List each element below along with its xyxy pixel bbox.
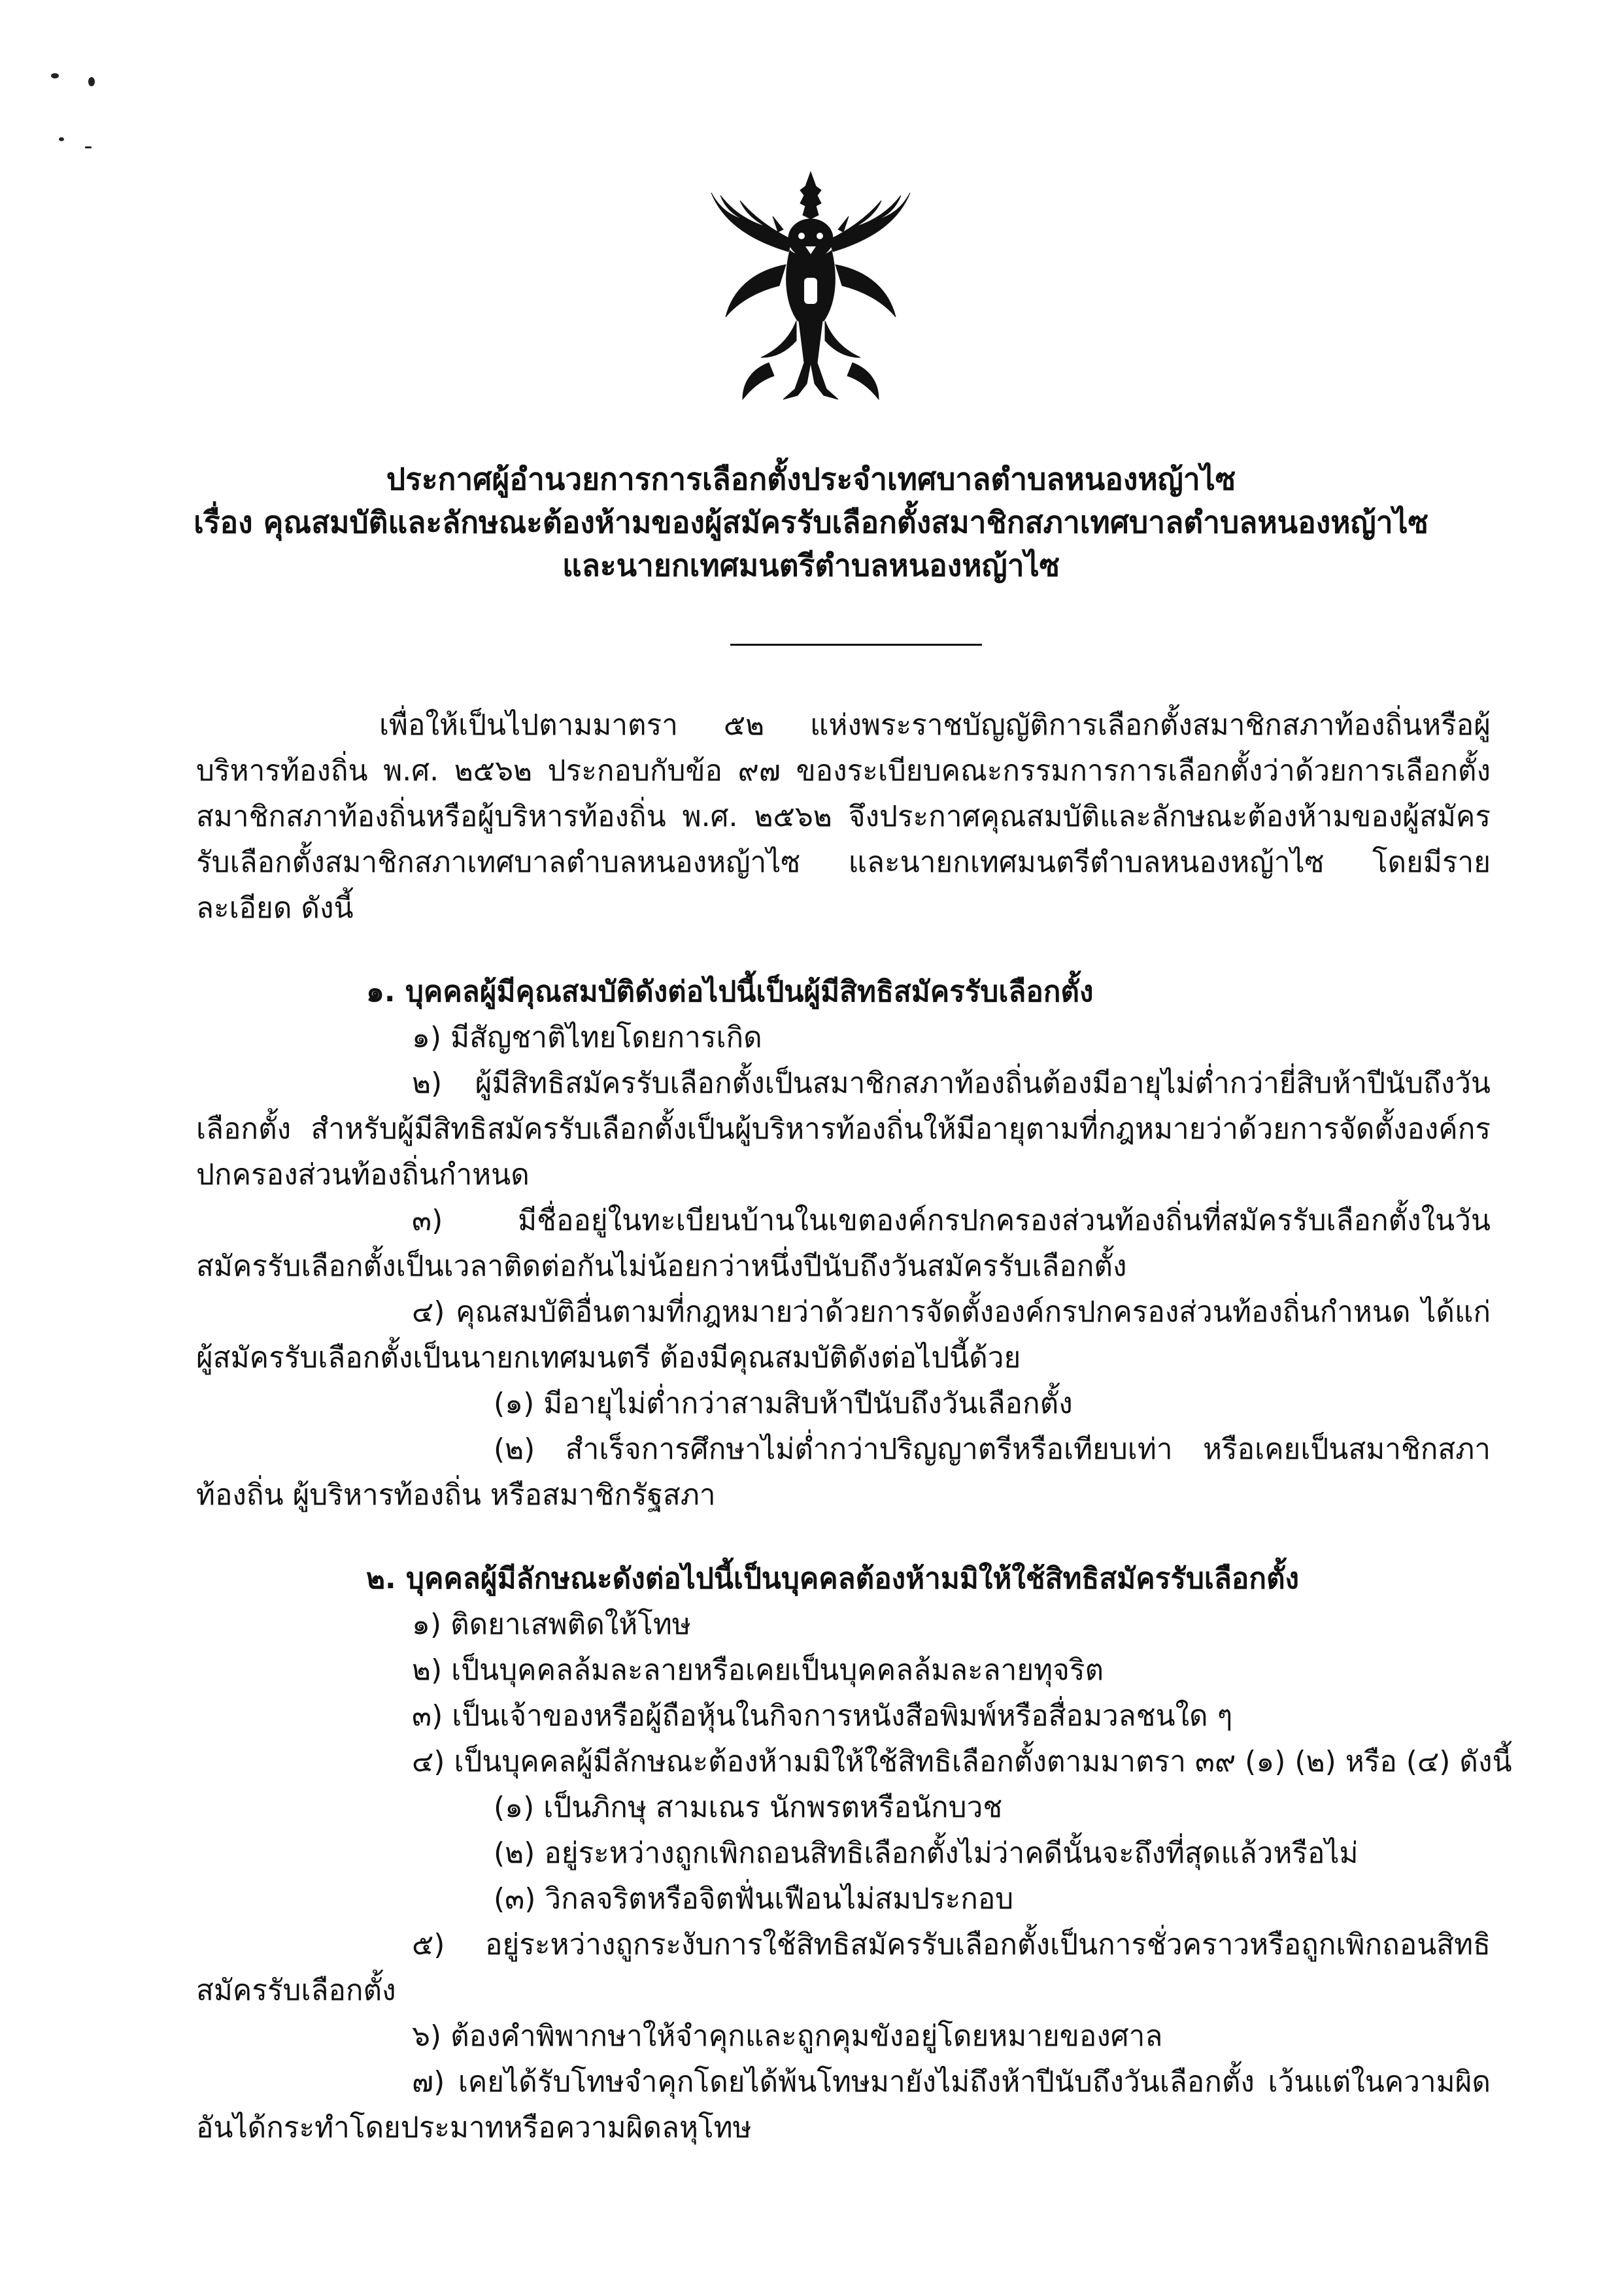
section-1-item: ๒) ผู้มีสิทธิสมัครรับเลือกตั้งเป็นสมาชิกสภาท้องถิ่นต้องมีอายุไม่ต่ำกว่ายี่สิบห้าปีนับถึงวันเลือกตั้ง สำหรับผู้มีสิทธิสมัครรับเลือกตั้งเป็นผู้บริหารท้องถิ่นให้มีอายุตามที่กฎหมายว่าด้วยการจัดตั้งองค์กรปกครองส่วนท้องถิ่นกำหนด bbox=[196, 1067, 1491, 1191]
section-2-subitem: (๑) เป็นภิกษุ สามเณร นักพรตหรือนักบวช bbox=[494, 1791, 1003, 1824]
document-body bbox=[196, 703, 1512, 2151]
section-1-subitem: (๒) สำเร็จการศึกษาไม่ต่ำกว่าปริญญาตรีหรือเทียบเท่า หรือเคยเป็นสมาชิกสภาท้องถิ่น ผู้บริหารท้องถิ่น หรือสมาชิกรัฐสภา bbox=[196, 1433, 1491, 1512]
section-1-item: ๔) คุณสมบัติอื่นตามที่กฎหมายว่าด้วยการจัดตั้งองค์กรปกครองส่วนท้องถิ่นกำหนด ได้แก่ ผู้สมัครรับเลือกตั้งเป็นนายกเทศมนตรี ต้องมีคุณสมบัติดังต่อไปนี้ด้วย bbox=[196, 1295, 1491, 1374]
scan-speck bbox=[88, 77, 95, 86]
section-2-subitem: (๓) วิกลจริตหรือจิตฟั่นเฟือนไม่สมประกอบ bbox=[494, 1882, 1014, 1916]
section-2-item: ๑) ติดยาเสพติดให้โทษ bbox=[412, 1608, 691, 1641]
section-1-heading: ๑. บุคคลผู้มีคุณสมบัติดังต่อไปนี้เป็นผู้มีสิทธิสมัครรับเลือกตั้ง bbox=[366, 975, 1094, 1008]
section-2-item: ๖) ต้องคำพิพากษาให้จำคุกและถูกคุมขังอยู่โดยหมายของศาล bbox=[412, 2020, 1163, 2053]
title-line-1: ประกาศผู้อำนวยการการเลือกตั้งประจำเทศบาลตำบลหนองหญ้าไซ bbox=[386, 461, 1236, 497]
title-line-2: เรื่อง คุณสมบัติและลักษณะต้องห้ามของผู้สมัครรับเลือกตั้งสมาชิกสภาเทศบาลตำบลหนองหญ้าไซ bbox=[194, 505, 1428, 540]
spacer bbox=[196, 1518, 1491, 1542]
section-2-item: ๗) เคยได้รับโทษจำคุกโดยได้พ้นโทษมายังไม่ถึงห้าปีนับถึงวันเลือกตั้ง เว้นแต่ในความผิดอันได้กระทำโดยประมาทหรือความผิดลหุโทษ bbox=[196, 2065, 1491, 2144]
spacer bbox=[196, 931, 1491, 955]
section-1-item: ๓) มีชื่ออยู่ในทะเบียนบ้านในเขตองค์กรปกครองส่วนท้องถิ่นที่สมัครรับเลือกตั้งในวันสมัครรับเลือกตั้งเป็นเวลาติดต่อกันไม่น้อยกว่าหนึ่งปีนับถึงวันสมัครรับเลือกตั้ง bbox=[196, 1204, 1491, 1283]
scan-speck bbox=[85, 146, 92, 148]
scan-speck bbox=[51, 73, 59, 78]
scan-speck bbox=[59, 137, 64, 141]
section-2-heading: ๒. บุคคลผู้มีลักษณะดังต่อไปนี้เป็นบุคคลต้องห้ามมิให้ใช้สิทธิสมัครรับเลือกตั้ง bbox=[366, 1562, 1300, 1595]
title-underline bbox=[730, 644, 982, 646]
section-2-item: ๕) อยู่ระหว่างถูกระงับการใช้สิทธิสมัครรับเลือกตั้งเป็นการชั่วคราวหรือถูกเพิกถอนสิทธิสมัครรับเลือกตั้ง bbox=[196, 1928, 1491, 2007]
section-2-item: ๓) เป็นเจ้าของหรือผู้ถือหุ้นในกิจการหนังสือพิมพ์หรือสื่อมวลชนใด ๆ bbox=[412, 1699, 1233, 1733]
title-line-3: และนายกเทศมนตรีตำบลหนองหญ้าไซ bbox=[562, 548, 1060, 583]
section-2-subitem: (๒) อยู่ระหว่างถูกเพิกถอนสิทธิเลือกตั้งไม่ว่าคดีนั้นจะถึงที่สุดแล้วหรือไม่ bbox=[494, 1837, 1359, 1870]
section-1-item: ๑) มีสัญชาติไทยโดยการเกิด bbox=[412, 1021, 762, 1054]
section-2-item: ๒) เป็นบุคคลล้มละลายหรือเคยเป็นบุคคลล้มละลายทุจริต bbox=[412, 1654, 1104, 1687]
section-2-item: ๔) เป็นบุคคลผู้มีลักษณะต้องห้ามมิให้ใช้สิทธิเลือกตั้งตามมาตรา ๓๙ (๑) (๒) หรือ (๔) ดังนี้ bbox=[412, 1745, 1512, 1778]
section-1-subitem: (๑) มีอายุไม่ต่ำกว่าสามสิบห้าปีนับถึงวันเลือกตั้ง bbox=[494, 1387, 1073, 1420]
intro-paragraph: เพื่อให้เป็นไปตามมาตรา ๕๒ แห่งพระราชบัญญัติการเลือกตั้งสมาชิกสภาท้องถิ่นหรือผู้บริหารท้องถิ่น พ.ศ. ๒๕๖๒ ประกอบกับข้อ ๙๗ ของระเบียบคณะกรรมการการเลือกตั้งว่าด้วยการเลือกตั้งสมาชิกสภาท้องถิ่นหรือผู้บริหารท้องถิ่น พ.ศ. ๒๕๖๒ จึงประกาศคุณสมบัติและลักษณะต้องห้ามของผู้สมัครรับเลือกตั้งสมาชิกสภาเทศบาลตำบลหนองหญ้าไซ และนายกเทศมนตรีตำบลหนองหญ้าไซ โดยมีรายละเอียด ดังนี้ bbox=[196, 708, 1491, 925]
garuda-emblem-icon bbox=[706, 167, 915, 408]
announcement-title bbox=[131, 458, 1491, 587]
